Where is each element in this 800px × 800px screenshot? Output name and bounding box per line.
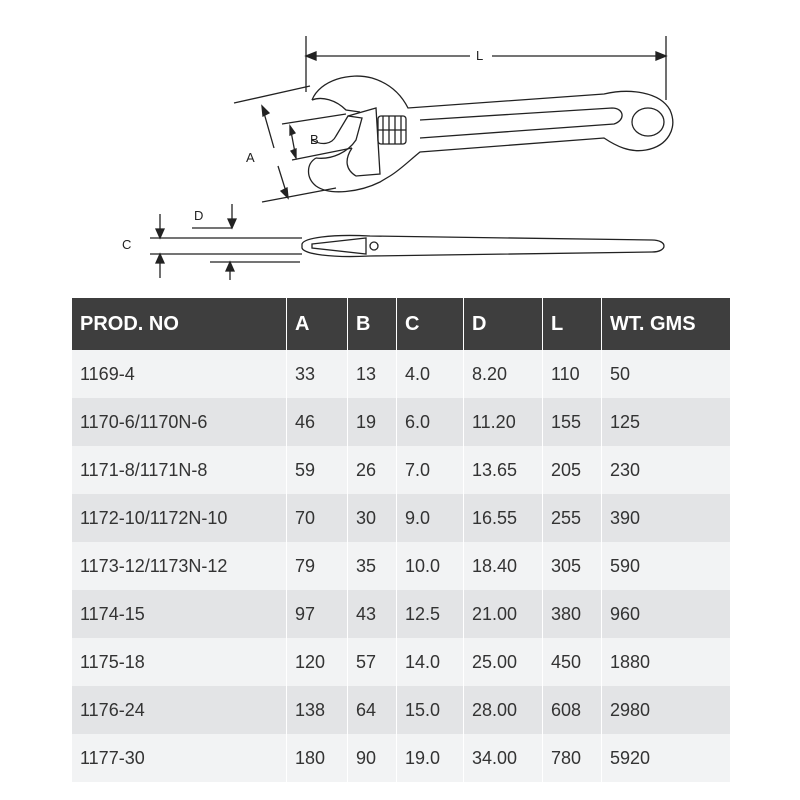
table-row	[72, 686, 730, 734]
cell-c: 15.0	[397, 686, 464, 734]
table-row	[72, 398, 730, 446]
table-row	[72, 350, 730, 398]
a-arrow-bottom	[281, 188, 288, 198]
cell-l: 110	[543, 350, 602, 398]
cell-prod-no: 1169-4	[72, 350, 287, 398]
cell-d: 34.00	[464, 734, 543, 782]
dimension-label-l: L	[476, 48, 484, 63]
dimension-label-c: C	[122, 237, 132, 252]
cell-b: 35	[348, 542, 397, 590]
cell-d: 11.20	[464, 398, 543, 446]
c-arrow-bottom	[156, 254, 164, 263]
cell-wt-gms: 5920	[602, 734, 731, 782]
cell-l: 608	[543, 686, 602, 734]
cell-c: 6.0	[397, 398, 464, 446]
a-extension-bottom	[262, 188, 336, 202]
cell-wt-gms: 230	[602, 446, 731, 494]
b-extension-top	[282, 114, 346, 124]
header-d: D	[464, 298, 543, 350]
table-body	[72, 350, 730, 782]
cell-a: 120	[287, 638, 348, 686]
cell-a: 97	[287, 590, 348, 638]
cell-c: 9.0	[397, 494, 464, 542]
table-row	[72, 494, 730, 542]
header-prod-no: PROD. NO	[72, 298, 287, 350]
cell-b: 57	[348, 638, 397, 686]
header-wt-gms: WT. GMS	[602, 298, 731, 350]
cell-d: 21.00	[464, 590, 543, 638]
cell-d: 16.55	[464, 494, 543, 542]
cell-l: 205	[543, 446, 602, 494]
table-row	[72, 446, 730, 494]
cell-a: 59	[287, 446, 348, 494]
cell-prod-no: 1176-24	[72, 686, 287, 734]
cell-d: 8.20	[464, 350, 543, 398]
cell-b: 43	[348, 590, 397, 638]
cell-prod-no: 1172-10/1172N-10	[72, 494, 287, 542]
a-extension-top	[234, 86, 310, 103]
b-arrow-top	[290, 126, 295, 135]
cell-wt-gms: 590	[602, 542, 731, 590]
cell-l: 380	[543, 590, 602, 638]
cell-b: 13	[348, 350, 397, 398]
header-c: C	[397, 298, 464, 350]
wrench-top-view	[309, 76, 673, 192]
cell-l: 155	[543, 398, 602, 446]
cell-wt-gms: 960	[602, 590, 731, 638]
cell-prod-no: 1177-30	[72, 734, 287, 782]
b-arrow-bottom	[291, 149, 296, 158]
cell-prod-no: 1173-12/1173N-12	[72, 542, 287, 590]
cell-l: 305	[543, 542, 602, 590]
l-arrow-left	[306, 52, 316, 60]
cell-c: 12.5	[397, 590, 464, 638]
cell-prod-no: 1171-8/1171N-8	[72, 446, 287, 494]
cell-l: 780	[543, 734, 602, 782]
cell-c: 14.0	[397, 638, 464, 686]
cell-a: 79	[287, 542, 348, 590]
table-row	[72, 590, 730, 638]
cell-prod-no: 1174-15	[72, 590, 287, 638]
cell-wt-gms: 1880	[602, 638, 731, 686]
cell-prod-no: 1170-6/1170N-6	[72, 398, 287, 446]
table-row	[72, 734, 730, 782]
cell-l: 255	[543, 494, 602, 542]
cell-wt-gms: 125	[602, 398, 731, 446]
cell-d: 18.40	[464, 542, 543, 590]
table-row	[72, 638, 730, 686]
dimension-label-a: A	[246, 150, 255, 165]
dimension-label-b: B	[310, 132, 319, 147]
cell-d: 13.65	[464, 446, 543, 494]
table-header-row	[72, 298, 730, 350]
d-arrow-top	[228, 219, 236, 228]
table-row	[72, 542, 730, 590]
cell-d: 28.00	[464, 686, 543, 734]
cell-c: 7.0	[397, 446, 464, 494]
cell-b: 30	[348, 494, 397, 542]
cell-b: 90	[348, 734, 397, 782]
cell-c: 10.0	[397, 542, 464, 590]
cell-a: 138	[287, 686, 348, 734]
cell-c: 19.0	[397, 734, 464, 782]
dimension-label-d: D	[194, 208, 204, 223]
cell-b: 64	[348, 686, 397, 734]
d-arrow-bottom	[226, 262, 234, 271]
cell-a: 70	[287, 494, 348, 542]
header-b: B	[348, 298, 397, 350]
wrench-side-view	[302, 235, 664, 256]
cell-wt-gms: 2980	[602, 686, 731, 734]
header-a: A	[287, 298, 348, 350]
wrench-dimension-drawing	[0, 0, 800, 290]
cell-c: 4.0	[397, 350, 464, 398]
cell-a: 33	[287, 350, 348, 398]
cell-wt-gms: 390	[602, 494, 731, 542]
a-arrow-top	[262, 106, 269, 116]
cell-b: 26	[348, 446, 397, 494]
header-l: L	[543, 298, 602, 350]
cell-l: 450	[543, 638, 602, 686]
cell-d: 25.00	[464, 638, 543, 686]
cell-b: 19	[348, 398, 397, 446]
cell-wt-gms: 50	[602, 350, 731, 398]
cell-a: 46	[287, 398, 348, 446]
cell-a: 180	[287, 734, 348, 782]
c-arrow-top	[156, 229, 164, 238]
wrench-diagram-svg	[0, 0, 800, 290]
cell-prod-no: 1175-18	[72, 638, 287, 686]
spec-table	[72, 298, 730, 782]
l-arrow-right	[656, 52, 666, 60]
